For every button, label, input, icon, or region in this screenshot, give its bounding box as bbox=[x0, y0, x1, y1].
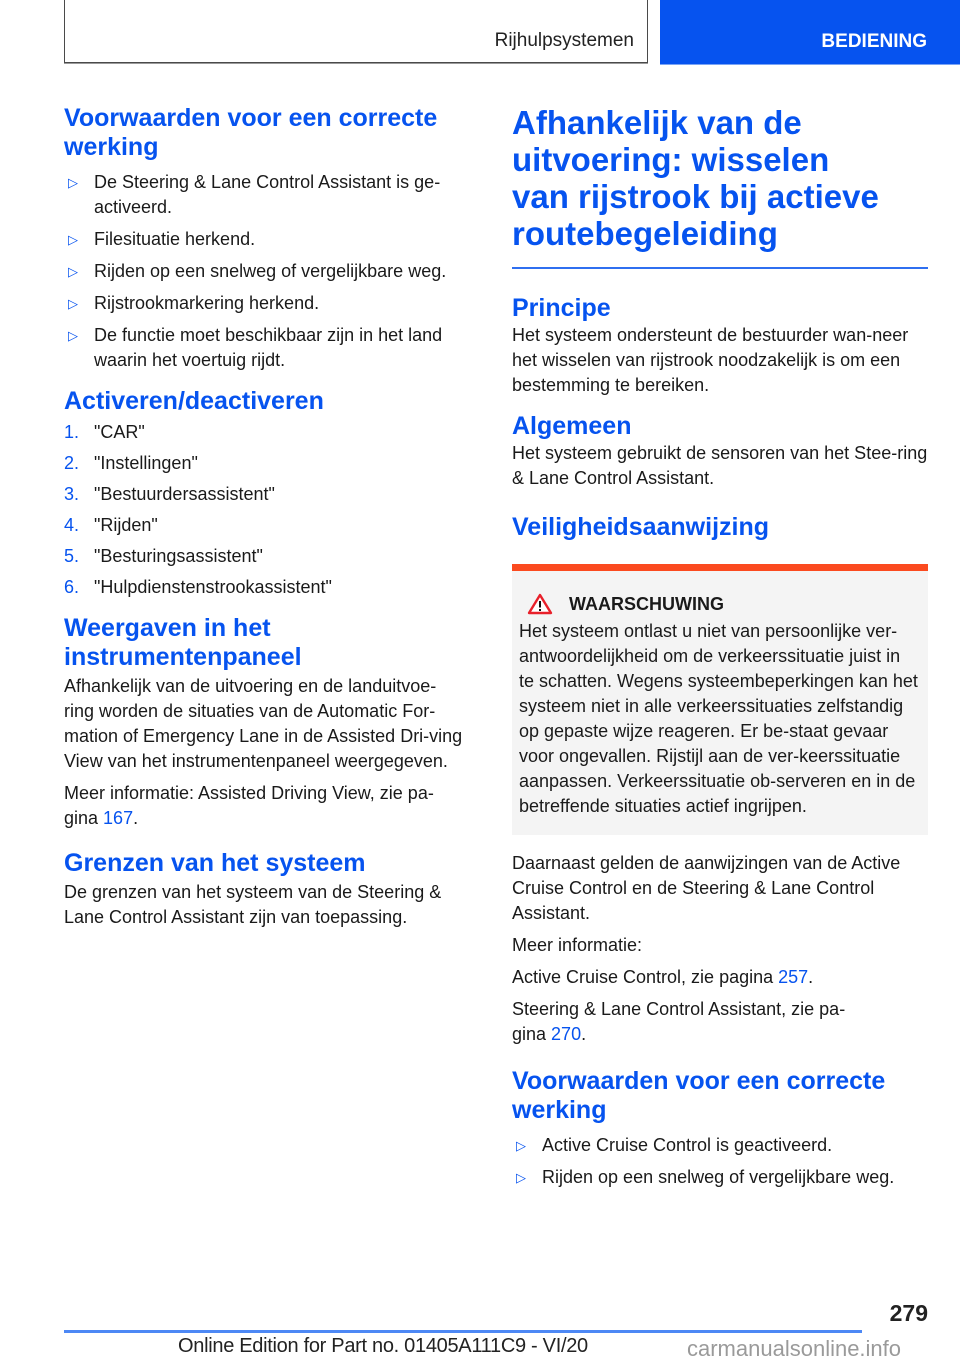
ref-slca: Steering & Lane Control Assistant, zie pa-gina 270. bbox=[512, 999, 846, 1044]
page-number: 279 bbox=[889, 1300, 928, 1326]
watermark: carmanualsonline.info bbox=[687, 1336, 902, 1361]
triangle-bullet-icon: ▷ bbox=[68, 328, 78, 343]
algemeen-body: Het systeem gebruikt de sensoren van het Stee-ring & Lane Control Assistant. bbox=[512, 443, 928, 488]
section-header-box bbox=[64, 0, 648, 63]
edition-text: Online Edition for Part no. 01405A111C9 - VI/20 bbox=[178, 1335, 588, 1357]
list-item: ▷ Active Cruise Control is geactiveerd. bbox=[512, 1133, 928, 1158]
triangle-bullet-icon: ▷ bbox=[68, 296, 78, 311]
list-item: ▷ Filesituatie herkend. bbox=[64, 227, 464, 252]
step-item: 4. "Rijden" bbox=[64, 515, 158, 535]
chapter-tab-label: BEDIENING bbox=[821, 31, 927, 52]
ref-acc: Active Cruise Control, zie pagina 257. bbox=[512, 967, 814, 987]
chapter-tab[interactable] bbox=[660, 0, 960, 65]
heading-principe: Principe bbox=[512, 294, 611, 322]
triangle-bullet-icon: ▷ bbox=[68, 264, 78, 279]
warning-body: Het systeem ontlast u niet van persoonlijke ver-antwoordelijkheid om de verkeerssituatie juist in te schatten. Wegens systeembeperkingen kan het systeem niet in alle verkeerssituaties zelfstandig op gepaste wijze reageren. Er be-staat gevaar voor ongevallen. Rijstijl aan de ver-keerssituatie aanpassen. Verkeerssituatie ob-serveren en in de betreffende situaties actief ingrijpen. bbox=[519, 621, 918, 816]
section-label: Rijhulpsystemen bbox=[494, 30, 634, 51]
heading-grenzen: Grenzen van het systeem bbox=[64, 849, 366, 877]
list-item: ▷ De functie moet beschikbaar zijn in het land waarin het voertuig rijdt. bbox=[68, 325, 443, 370]
heading-veiligheid: Veiligheidsaanwijzing bbox=[512, 513, 770, 541]
heading-algemeen: Algemeen bbox=[512, 412, 632, 440]
conditions-list-2 bbox=[512, 1133, 928, 1190]
list-item: ▷ Rijden op een snelweg of vergelijkbare weg. bbox=[512, 1165, 928, 1190]
left-column bbox=[64, 104, 464, 930]
footer-divider bbox=[64, 1330, 862, 1333]
triangle-bullet-icon: ▷ bbox=[68, 175, 78, 190]
grenzen-body: De grenzen van het systeem van de Steering & Lane Control Assistant zijn van toepassing. bbox=[64, 882, 442, 927]
step-item: 6. "Hulpdienstenstrookassistent" bbox=[64, 577, 332, 597]
list-item: ▷ Rijden op een snelweg of vergelijkbare weg. bbox=[64, 259, 464, 284]
warning-title: WAARSCHUWING bbox=[519, 593, 920, 615]
conditions-list bbox=[64, 170, 464, 373]
right-column bbox=[512, 104, 928, 1197]
warning-box bbox=[512, 564, 928, 835]
page-link-167[interactable]: 167 bbox=[103, 808, 134, 828]
weergaven-body: Afhankelijk van de uitvoering en de landuitvoe-ring worden de situaties van de Automatic For-mation of Emergency Lane in de Assisted Dri-ving View van het instrumentenpaneel weergegeven. bbox=[64, 676, 463, 771]
heading-voorwaarden: Voorwaarden voor een correcte werking bbox=[64, 104, 438, 161]
veiligheid-after: Daarnaast gelden de aanwijzingen van de Active Cruise Control en de Steering & Lane Control Assistant. bbox=[512, 853, 901, 923]
page-link-270[interactable]: 270 bbox=[551, 1024, 582, 1044]
heading-activeren: Activeren/deactiveren bbox=[64, 387, 324, 415]
step-item: 5. "Besturingsassistent" bbox=[64, 546, 263, 566]
heading-divider bbox=[512, 267, 928, 269]
heading-voorwaarden-2: Voorwaarden voor een correcte werking bbox=[512, 1067, 886, 1124]
weergaven-more-info: Meer informatie: Assisted Driving View, zie pa-gina 167. bbox=[64, 783, 434, 828]
veiligheid-more-label: Meer informatie: bbox=[512, 935, 643, 955]
activation-steps bbox=[64, 420, 464, 600]
triangle-bullet-icon: ▷ bbox=[516, 1138, 526, 1153]
main-heading: Afhankelijk van de uitvoering: wisselen van rijstrook bij actieve routebegeleiding bbox=[512, 104, 879, 252]
step-item: 2. "Instellingen" bbox=[64, 453, 198, 473]
step-item: 3. "Bestuurdersassistent" bbox=[64, 484, 275, 504]
page-link-257[interactable]: 257 bbox=[778, 967, 809, 987]
heading-weergaven: Weergaven in het instrumentenpaneel bbox=[64, 614, 302, 671]
step-item: 1. "CAR" bbox=[64, 422, 145, 442]
triangle-bullet-icon: ▷ bbox=[516, 1170, 526, 1185]
list-item: ▷ De Steering & Lane Control Assistant is ge-activeerd. bbox=[68, 172, 441, 217]
triangle-bullet-icon: ▷ bbox=[68, 232, 78, 247]
list-item: ▷ Rijstrookmarkering herkend. bbox=[64, 291, 464, 316]
principe-body: Het systeem ondersteunt de bestuurder wan-neer het wisselen van rijstrook noodzakelijk is om een bestemming te bereiken. bbox=[512, 325, 909, 395]
warning-triangle-icon bbox=[527, 593, 553, 615]
